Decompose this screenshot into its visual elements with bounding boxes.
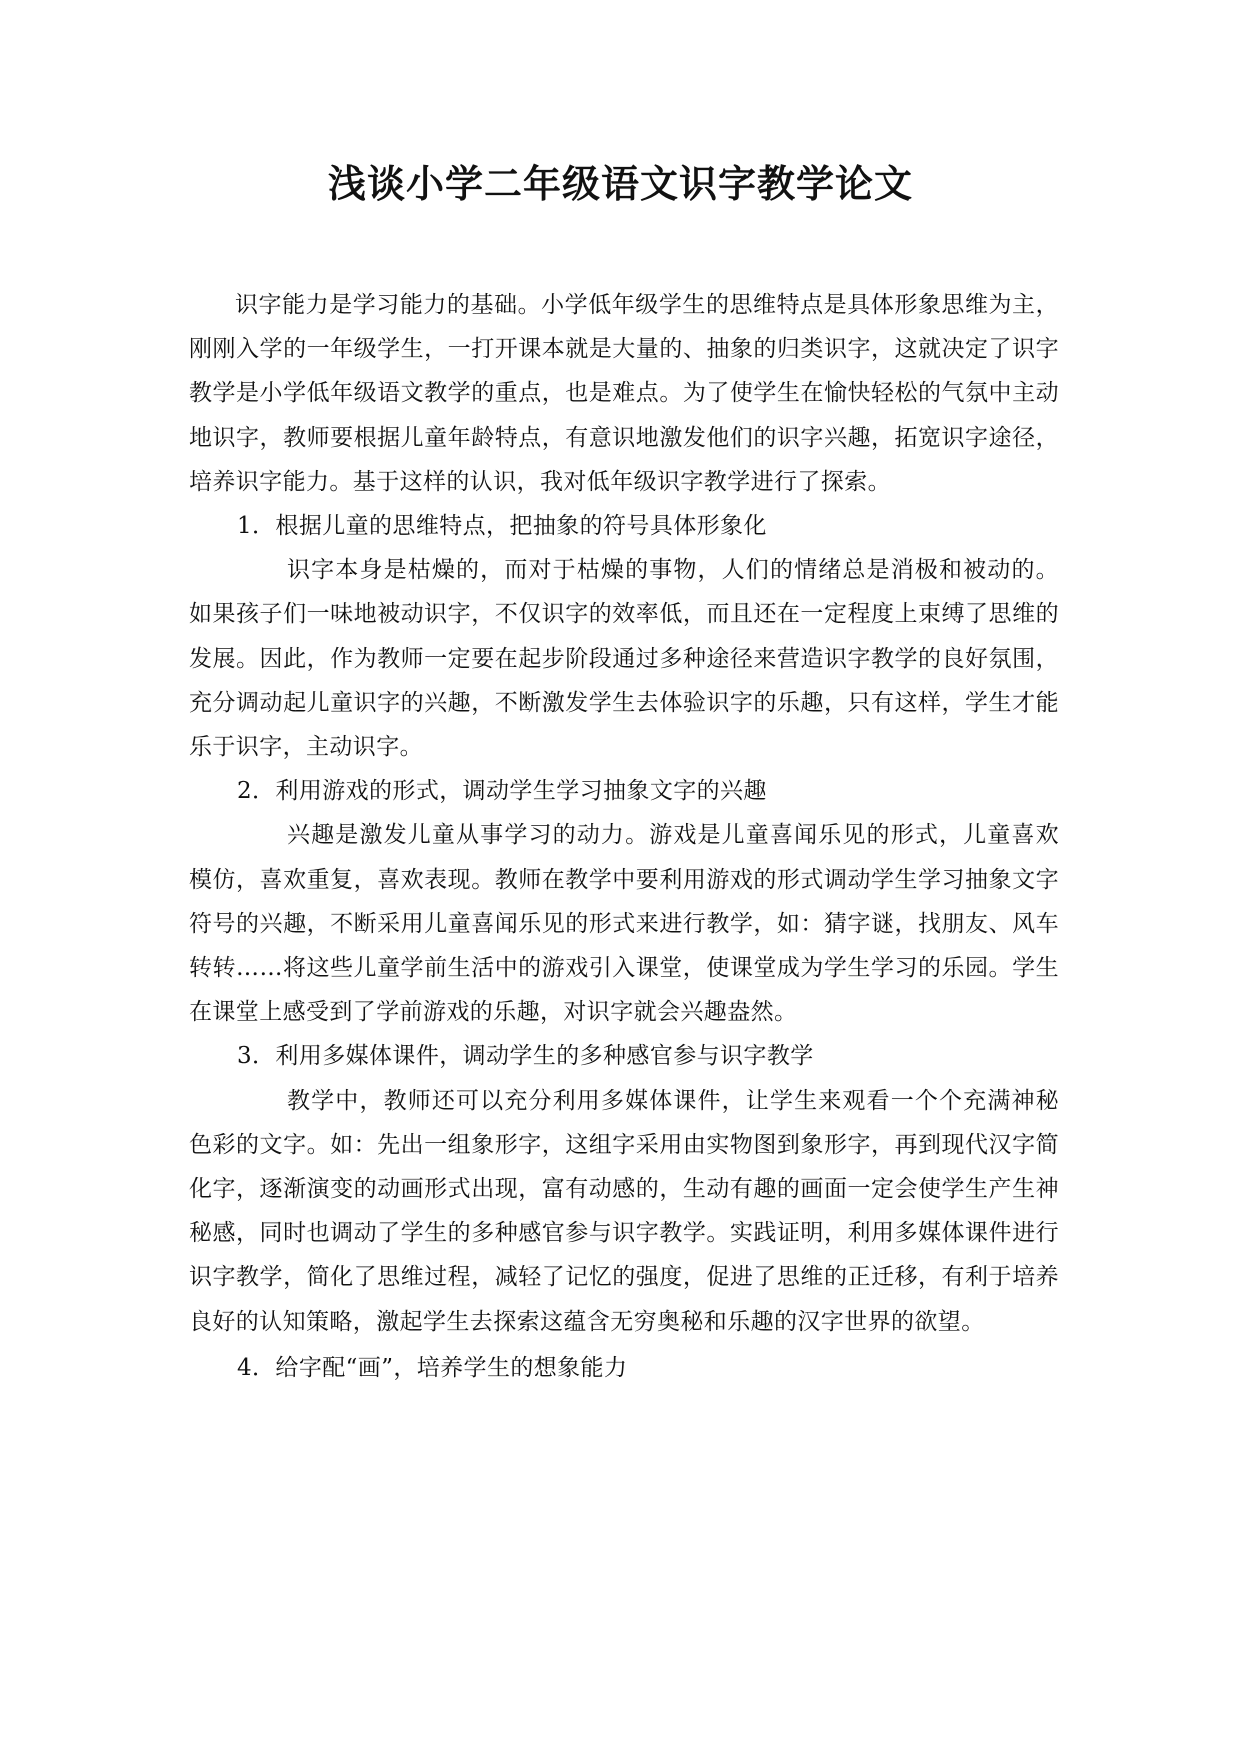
intro-paragraph: 识字能力是学习能力的基础。小学低年级学生的思维特点是具体形象思维为主，刚刚入学的一年级学生，一打开课本就是大量的、抽象的归类识字，这就决定了识字教学是小学低年级语文教学的重点，也是难点。为了使学生在愉快轻松的气氛中主动地识字，教师要根据儿童年龄特点，有意识地激发他们的识字兴趣，拓宽识字途径，培养识字能力。基于这样的认识，我对低年级识字教学进行了探索。 <box>189 292 1059 495</box>
section-heading-3: 3．利用多媒体课件，调动学生的多种感官参与识字教学 <box>237 1043 814 1070</box>
section-text-1: 识字本身是枯燥的，而对于枯燥的事物，人们的情绪总是消极和被动的。如果孩子们一味地被动识字，不仅识字的效率低，而且还在一定程度上束缚了思维的发展。因此，作为教师一定要在起步阶段通过多种途径来营造识字教学的良好氛围，充分调动起儿童识字的兴趣，不断激发学生去体验识字的乐趣，只有这样，学生才能乐于识字，主动识字。 <box>189 557 1059 761</box>
section-text-3: 教学中，教师还可以充分利用多媒体课件，让学生来观看一个个充满神秘色彩的文字。如：先出一组象形字，这组字采用由实物图到象形字，再到现代汉字简化字，逐渐演变的动画形式出现，富有动感的，生动有趣的画面一定会使学生产生神秘感，同时也调动了学生的多种感官参与识字教学。实践证明，利用多媒体课件进行识字教学，简化了思维过程，减轻了记忆的强度，促进了思维的正迁移，有利于培养良好的认知策略，激起学生去探索这蕴含无穷奥秘和乐趣的汉字世界的欲望。 <box>189 1087 1059 1335</box>
section-heading-1: 1．根据儿童的思维特点，把抽象的符号具体形象化 <box>237 513 767 540</box>
section-text-2: 兴趣是激发儿童从事学习的动力。游戏是儿童喜闻乐见的形式，儿童喜欢模仿，喜欢重复，喜欢表现。教师在教学中要利用游戏的形式调动学生学习抽象文字符号的兴趣，不断采用儿童喜闻乐见的形式来进行教学，如：猜字谜，找朋友、风车转转……将这些儿童学前生活中的游戏引入课堂，使课堂成为学生学习的乐园。学生在课堂上感受到了学前游戏的乐趣，对识字就会兴趣盎然。 <box>189 822 1059 1026</box>
document-title: 浅谈小学二年级语文识字教学论文 <box>327 161 913 206</box>
section-heading-2: 2．利用游戏的形式，调动学生学习抽象文字的兴趣 <box>237 778 767 805</box>
document-body <box>189 283 1059 1390</box>
section-heading-4: 4．给字配“画”，培养学生的想象能力 <box>237 1354 628 1381</box>
